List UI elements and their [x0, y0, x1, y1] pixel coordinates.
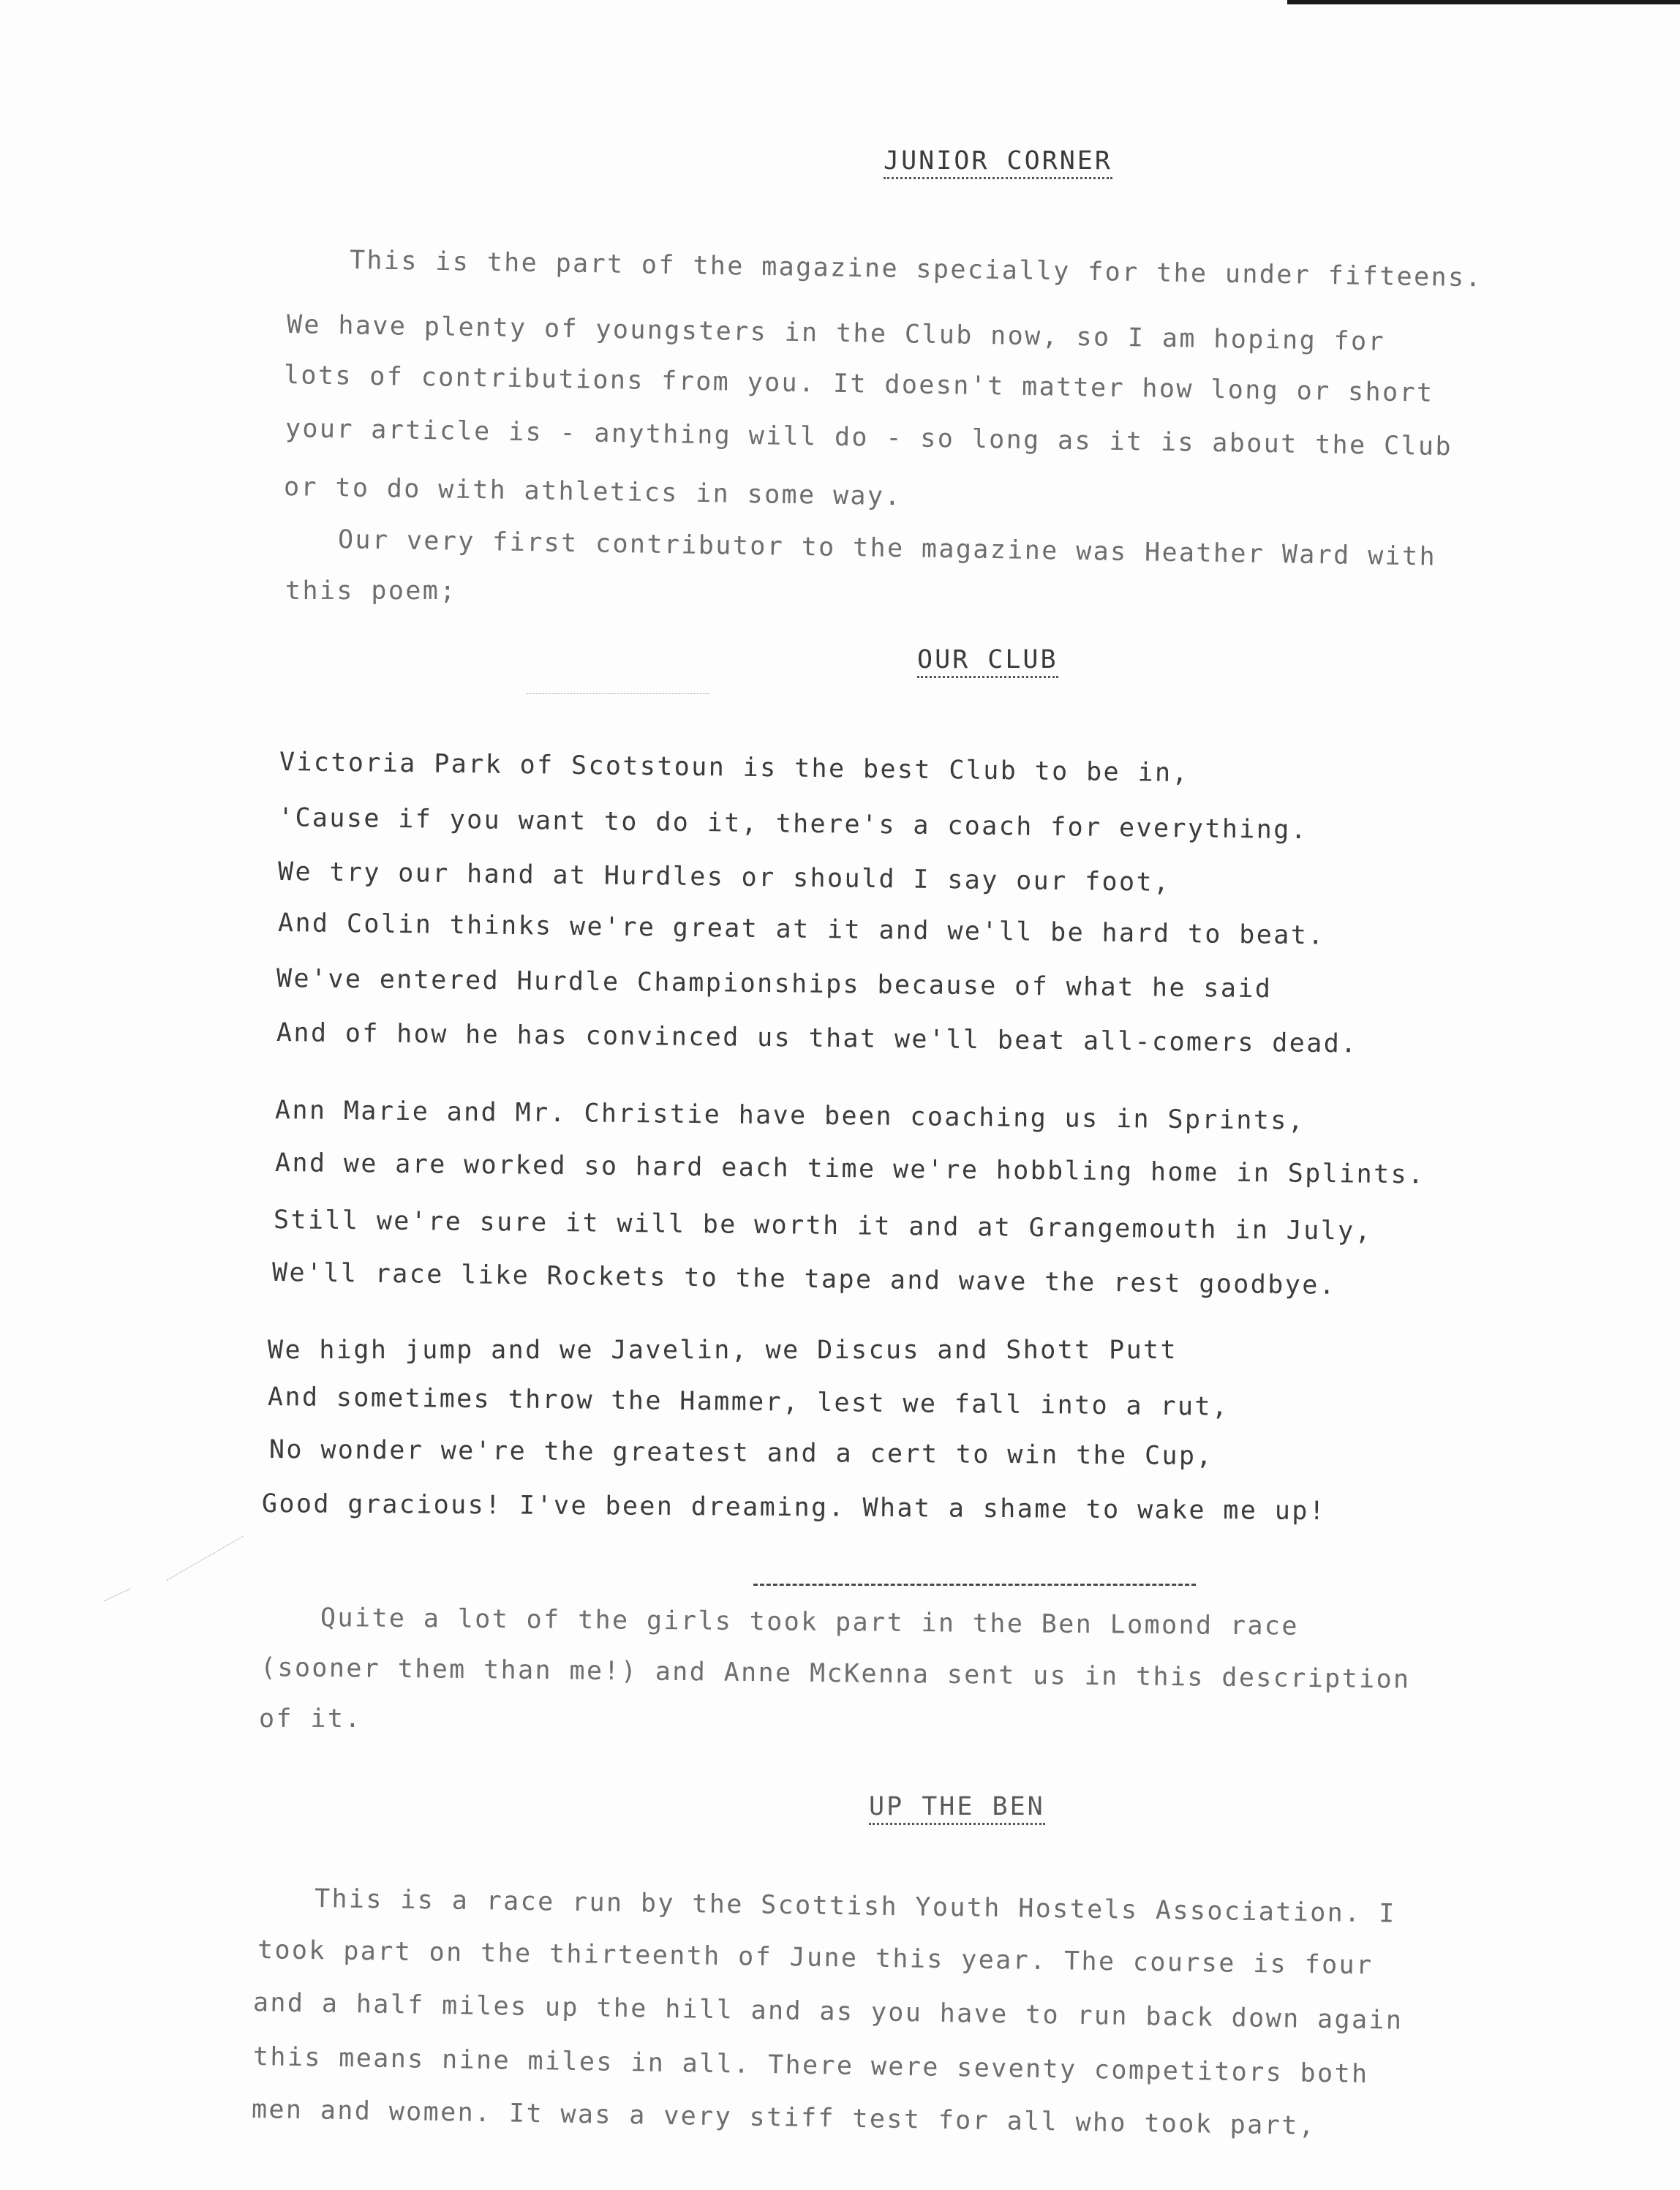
article-line: This is a race run by the Scottish Youth Hostels Association. I — [314, 1884, 1396, 1929]
poem-line: And sometimes throw the Hammer, lest we fall into a rut, — [267, 1382, 1229, 1422]
poem-line: We try our hand at Hurdles or should I say our foot, — [277, 857, 1171, 898]
article-line: took part on the thirteenth of June this year. The course is four — [257, 1935, 1374, 1981]
poem-line: We high jump and we Javelin, we Discus and Shott Putt — [268, 1336, 1178, 1365]
intro-line: this poem; — [285, 576, 457, 606]
intro-line: your article is - anything will do - so long as it is about the Club — [285, 414, 1453, 462]
poem-line: No wonder we're the greatest and a cert to win the Cup, — [268, 1435, 1214, 1472]
page-title: JUNIOR CORNER — [884, 146, 1112, 179]
scan-smudge — [527, 693, 709, 694]
article-line: this means nine miles in all. There were seventy competitors both — [252, 2042, 1369, 2089]
poem-line: 'Cause if you want to do it, there's a coach for everything. — [277, 803, 1308, 846]
poem-line: We'll race like Rockets to the tape and wave the rest goodbye. — [271, 1258, 1337, 1301]
scan-edge-mark — [1287, 0, 1680, 4]
section-divider — [753, 1584, 1196, 1586]
poem-line: And of how he has convinced us that we'll beat all-comers dead. — [276, 1018, 1358, 1059]
scan-smudge — [167, 1536, 243, 1581]
intro-line: or to do with athletics in some way. — [283, 473, 903, 512]
scan-smudge — [104, 1589, 131, 1602]
poem-line: We've entered Hurdle Championships because of what he said — [276, 964, 1273, 1004]
intro-line: lots of contributions from you. It doesn't matter how long or short — [283, 361, 1434, 408]
poem-line: And we are worked so hard each time we're hobbling home in Splints. — [274, 1148, 1425, 1190]
poem-line: Victoria Park of Scotstoun is the best Club to be in, — [279, 748, 1190, 789]
article-title: UP THE BEN — [869, 1792, 1045, 1825]
body-line: Quite a lot of the girls took part in the Ben Lomond race — [320, 1603, 1300, 1641]
article-line: men and women. It was a very stiff test for all who took part, — [251, 2095, 1316, 2141]
poem-line: Still we're sure it will be worth it and at Grangemouth in July, — [273, 1205, 1373, 1246]
intro-line: We have plenty of youngsters in the Club now, so I am hoping for — [286, 310, 1386, 357]
poem-title: OUR CLUB — [917, 645, 1058, 678]
body-line: (sooner them than me!) and Anne McKenna sent us in this description — [260, 1653, 1411, 1695]
body-line: of it. — [259, 1704, 362, 1734]
poem-line: Good gracious! I've been dreaming. What a shame to wake me up! — [261, 1489, 1327, 1527]
poem-line: And Colin thinks we're great at it and we'll be hard to beat. — [277, 908, 1325, 951]
intro-line: This is the part of the magazine specially for the under fifteens. — [349, 246, 1483, 293]
poem-line: Ann Marie and Mr. Christie have been coaching us in Sprints, — [274, 1096, 1306, 1136]
intro-line: Our very first contributor to the magazine was Heather Ward with — [337, 525, 1437, 572]
article-line: and a half miles up the hill and as you have to run back down again — [252, 1988, 1404, 2036]
